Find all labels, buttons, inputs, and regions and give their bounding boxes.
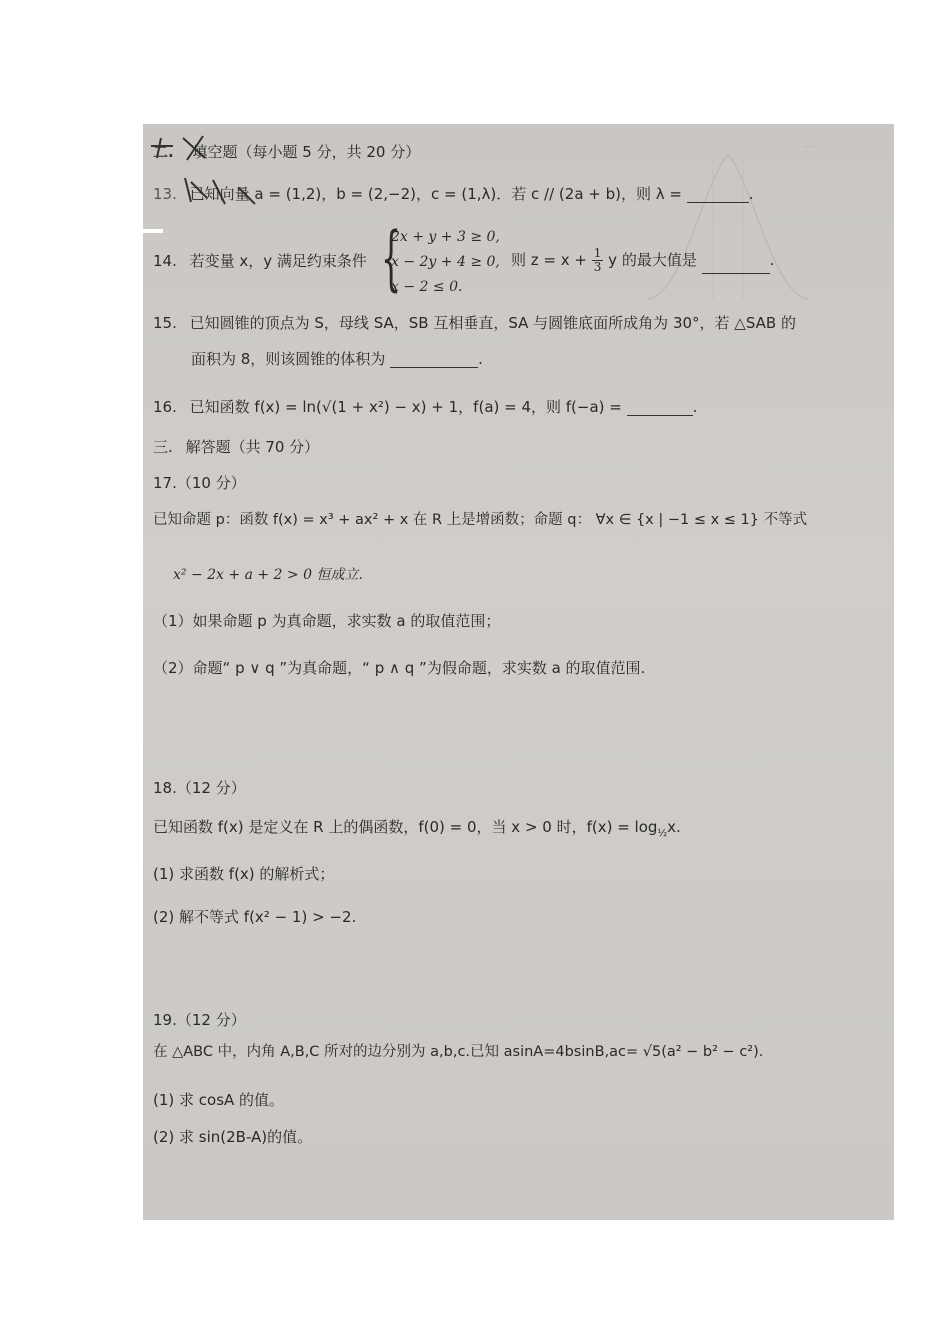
question-15-line-2: 面积为 8，则该圆锥的体积为 . xyxy=(191,350,483,368)
answer-blank xyxy=(627,401,693,416)
answer-blank xyxy=(702,259,770,274)
question-17-part-1: （1）如果命题 p 为真命题，求实数 a 的取值范围； xyxy=(153,612,501,630)
question-18-part-1: (1) 求函数 f(x) 的解析式； xyxy=(153,865,335,883)
question-17-part-2: （2）命题“ p ∨ q ”为真命题，“ p ∧ q ”为假命题，求实数 a 的取值范围. xyxy=(153,659,646,677)
answer-blank xyxy=(687,188,749,203)
question-19-heading: 19.（12 分） xyxy=(153,1011,246,1029)
question-17-line-1: 已知命题 p：函数 f(x) = x³ + ax² + x 在 R 上是增函数；命题 q： ∀x ∈ {x | −1 ≤ x ≤ 1} 不等式 xyxy=(153,512,808,528)
exam-paper xyxy=(143,124,894,1220)
constraint-brace: { xyxy=(381,217,402,299)
question-19-part-1: (1) 求 cosA 的值。 xyxy=(153,1091,285,1109)
question-18-heading: 18.（12 分） xyxy=(153,779,246,797)
section-3-heading: 三. 解答题（共 70 分） xyxy=(153,438,320,456)
question-18-part-2: (2) 解不等式 f(x² − 1) > −2. xyxy=(153,908,357,926)
question-15-line-1: 15. 已知圆锥的顶点为 S，母线 SA，SB 互相垂直，SA 与圆锥底面所成角为 30°，若 △SAB 的 xyxy=(153,314,796,332)
question-17-heading: 17.（10 分） xyxy=(153,474,246,492)
bleed-through: ⌒ xyxy=(803,146,817,161)
question-13: 13. 已知向量 a = (1,2)，b = (2,−2)，c = (1,λ)．若 c // (2a + b)，则 λ = . xyxy=(153,185,754,203)
handwritten-scribble xyxy=(143,124,894,244)
fraction-one-third: $\frac{1}{3}$ xyxy=(593,246,602,274)
question-14-prefix: 14. 若变量 x，y 满足约束条件 xyxy=(153,252,367,270)
question-14-objective: 则 z = x + $\frac{1}{3}$ y 的最大值是 . xyxy=(511,246,775,274)
question-19-line-1: 在 △ABC 中，内角 A,B,C 所对的边分别为 a,b,c.已知 asinA=4bsinB,ac= √5(a² − b² − c²). xyxy=(153,1044,764,1060)
question-17-line-2: x² − 2x + a + 2 > 0 恒成立. xyxy=(173,567,363,583)
question-19-part-2: (2) 求 sin(2B-A)的值。 xyxy=(153,1128,313,1146)
constraint-system: 2x + y + 3 ≥ 0, x − 2y + 4 ≥ 0, x − 2 ≤ 0. xyxy=(391,229,500,295)
answer-blank xyxy=(390,353,478,368)
question-16: 16. 已知函数 f(x) = ln(√(1 + x²) − x) + 1，f(a) = 4，则 f(−a) = . xyxy=(153,398,698,416)
question-18-line-1: 已知函数 f(x) 是定义在 R 上的偶函数，f(0) = 0，当 x > 0 时，$f(x) = \log_{\frac{1}{2}}x$. xyxy=(153,818,681,839)
section-2-heading: 二. 填空题（每小题 5 分，共 20 分） xyxy=(153,143,421,161)
